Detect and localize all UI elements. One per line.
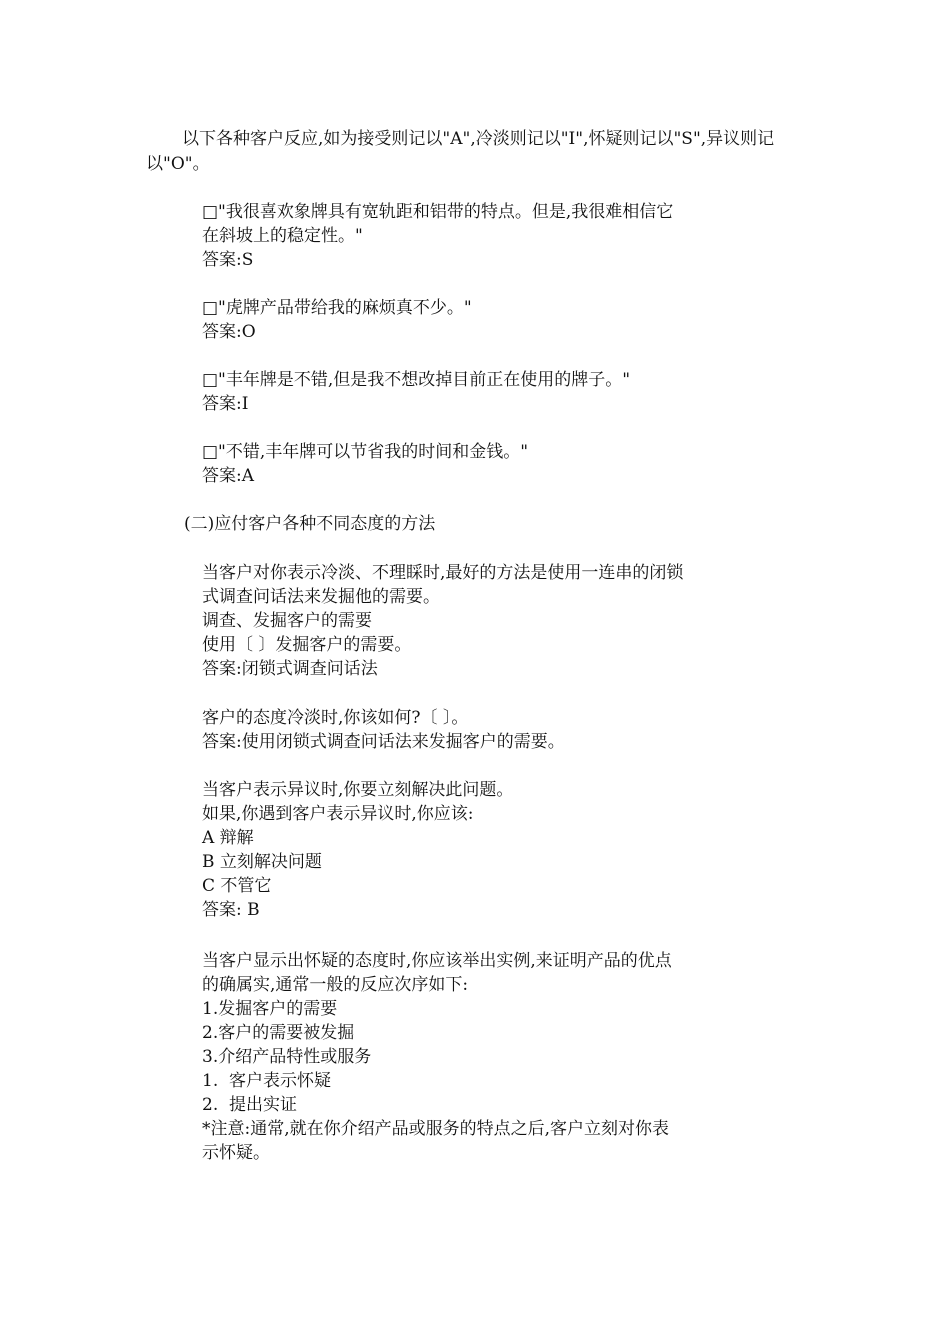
quiz-item-3 [202, 368, 802, 416]
paragraph-line: 使用〔 〕发掘客户的需要。 [202, 635, 412, 655]
indifferent-question [202, 706, 802, 754]
quiz-item-2 [202, 296, 802, 344]
quiz-item-answer: 答案:A [202, 466, 255, 486]
step-line: 2. 提出实证 [202, 1095, 298, 1115]
step-line: 3.介绍产品特性或服务 [202, 1047, 372, 1067]
option-c: C 不管它 [202, 876, 272, 896]
paragraph-line: 式调查问话法来发掘他的需要。 [202, 587, 440, 607]
quiz-item-text: □"不错,丰年牌可以节省我的时间和金钱。" [202, 442, 529, 462]
section-heading: (二)应付客户各种不同态度的方法 [184, 514, 436, 534]
paragraph-line: 客户的态度冷淡时,你该如何?〔 〕。 [202, 708, 469, 728]
paragraph-line: 当客户显示出怀疑的态度时,你应该举出实例,来证明产品的优点 [202, 951, 672, 971]
step-line: 1.发掘客户的需要 [202, 999, 338, 1019]
option-b: B 立刻解决问题 [202, 852, 322, 872]
quiz-item-text: 在斜坡上的稳定性。" [202, 226, 363, 246]
option-a: A 辩解 [202, 828, 254, 848]
note-line: 示怀疑。 [202, 1143, 270, 1163]
paragraph-answer: 答案:使用闭锁式调查问话法来发掘客户的需要。 [202, 732, 565, 752]
quiz-item-text: □"我很喜欢象牌具有宽轨距和铝带的特点。但是,我很难相信它 [202, 202, 674, 222]
paragraph-answer: 答案:闭锁式调查问话法 [202, 659, 378, 679]
paragraph-answer: 答案: B [202, 900, 260, 920]
objection-paragraph [202, 778, 802, 922]
intro-paragraph: 以下各种客户反应,如为接受则记以"A",冷淡则记以"I",怀疑则记以"S",异议则记以"O"。 [146, 129, 775, 174]
quiz-item-answer: 答案:O [202, 322, 256, 342]
paragraph-line: 如果,你遇到客户表示异议时,你应该: [202, 804, 474, 824]
quiz-item-answer: 答案:S [202, 250, 254, 270]
quiz-item-4 [202, 440, 802, 488]
quiz-item-text: □"丰年牌是不错,但是我不想改掉目前正在使用的牌子。" [202, 370, 631, 390]
doubt-paragraph [202, 949, 802, 1165]
step-line: 1. 客户表示怀疑 [202, 1071, 332, 1091]
paragraph-line: 调查、发掘客户的需要 [202, 611, 372, 631]
quiz-item-1 [202, 200, 802, 272]
paragraph-line: 当客户对你表示冷淡、不理睬时,最好的方法是使用一连串的闭锁 [202, 563, 684, 583]
quiz-item-text: □"虎牌产品带给我的麻烦真不少。" [202, 298, 472, 318]
paragraph-line: 当客户表示异议时,你要立刻解决此问题。 [202, 780, 514, 800]
paragraph-line: 的确属实,通常一般的反应次序如下: [202, 975, 469, 995]
indifferent-paragraph [202, 561, 802, 681]
step-line: 2.客户的需要被发掘 [202, 1023, 355, 1043]
quiz-item-answer: 答案:I [202, 394, 249, 414]
note-line: *注意:通常,就在你介绍产品或服务的特点之后,客户立刻对你表 [202, 1119, 670, 1139]
